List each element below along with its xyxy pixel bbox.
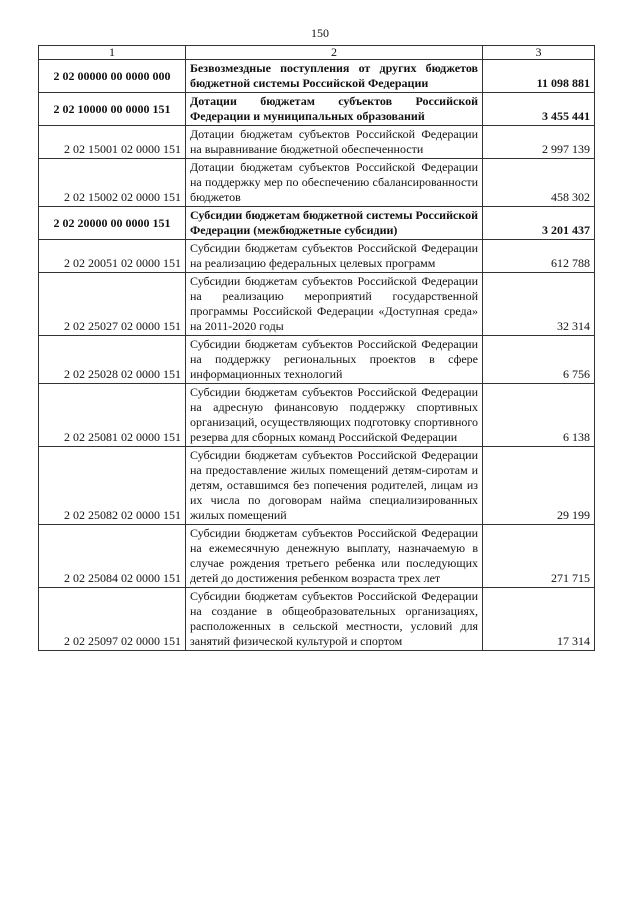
amount-cell: 6 138 bbox=[483, 384, 595, 447]
amount-cell: 29 199 bbox=[483, 447, 595, 525]
amount-cell: 11 098 881 bbox=[483, 60, 595, 93]
table-row bbox=[39, 447, 595, 525]
table-row bbox=[39, 93, 595, 126]
table-header-row bbox=[39, 46, 595, 60]
amount-cell: 3 201 437 bbox=[483, 207, 595, 240]
amount-cell: 612 788 bbox=[483, 240, 595, 273]
amount-cell: 32 314 bbox=[483, 273, 595, 336]
revenue-name-cell: Дотации бюджетам субъектов Российской Федерации и муниципальных образований bbox=[186, 93, 483, 126]
amount-cell: 17 314 bbox=[483, 588, 595, 651]
amount-cell: 6 756 bbox=[483, 336, 595, 384]
table-row bbox=[39, 525, 595, 588]
table-row bbox=[39, 159, 595, 207]
table-row bbox=[39, 588, 595, 651]
revenue-name-cell: Безвозмездные поступления от других бюджетов бюджетной системы Российской Федерации bbox=[186, 60, 483, 93]
budget-code-cell: 2 02 15002 02 0000 151 bbox=[39, 159, 186, 207]
table-row bbox=[39, 384, 595, 447]
amount-cell: 458 302 bbox=[483, 159, 595, 207]
budget-code-cell: 2 02 10000 00 0000 151 bbox=[39, 93, 186, 126]
column-header-name: 2 bbox=[186, 46, 483, 60]
table-body bbox=[39, 60, 595, 651]
revenue-name-cell: Субсидии бюджетам бюджетной системы Российской Федерации (межбюджетные субсидии) bbox=[186, 207, 483, 240]
budget-code-cell: 2 02 20051 02 0000 151 bbox=[39, 240, 186, 273]
budget-code-cell: 2 02 20000 00 0000 151 bbox=[39, 207, 186, 240]
budget-code-cell: 2 02 25027 02 0000 151 bbox=[39, 273, 186, 336]
revenue-name-cell: Субсидии бюджетам субъектов Российской Федерации на реализацию федеральных целевых программ bbox=[186, 240, 483, 273]
revenue-name-cell: Дотации бюджетам субъектов Российской Федерации на поддержку мер по обеспечению сбалансированности бюджетов bbox=[186, 159, 483, 207]
table-row bbox=[39, 207, 595, 240]
budget-code-cell: 2 02 25084 02 0000 151 bbox=[39, 525, 186, 588]
table-row bbox=[39, 336, 595, 384]
budget-code-cell: 2 02 25081 02 0000 151 bbox=[39, 384, 186, 447]
table-row bbox=[39, 240, 595, 273]
budget-code-cell: 2 02 25097 02 0000 151 bbox=[39, 588, 186, 651]
revenue-name-cell: Субсидии бюджетам субъектов Российской Федерации на предоставление жилых помещений детям-сиротам и детям, оставшимся без попечения родителей, лицам из их числа по договорам найма специализированных жилых помещений bbox=[186, 447, 483, 525]
budget-code-cell: 2 02 25028 02 0000 151 bbox=[39, 336, 186, 384]
revenue-name-cell: Субсидии бюджетам субъектов Российской Федерации на ежемесячную денежную выплату, назначаемую в случае рождения третьего ребенка или последующих детей до достижения ребенком возраста трех лет bbox=[186, 525, 483, 588]
revenue-name-cell: Субсидии бюджетам субъектов Российской Федерации на создание в общеобразовательных организациях, расположенных в сельской местности, условий для занятий физической культурой и спортом bbox=[186, 588, 483, 651]
table-row bbox=[39, 273, 595, 336]
column-header-amount: 3 bbox=[483, 46, 595, 60]
table-row bbox=[39, 126, 595, 159]
revenue-name-cell: Субсидии бюджетам субъектов Российской Федерации на поддержку региональных проектов в сфере информационных технологий bbox=[186, 336, 483, 384]
table-row bbox=[39, 60, 595, 93]
budget-code-cell: 2 02 00000 00 0000 000 bbox=[39, 60, 186, 93]
column-header-code: 1 bbox=[39, 46, 186, 60]
page-number: 150 bbox=[311, 26, 329, 40]
revenue-name-cell: Субсидии бюджетам субъектов Российской Федерации на реализацию мероприятий государственной программы Российской Федерации «Доступная среда» на 2011-2020 годы bbox=[186, 273, 483, 336]
budget-revenue-table bbox=[38, 45, 595, 651]
amount-cell: 271 715 bbox=[483, 525, 595, 588]
amount-cell: 3 455 441 bbox=[483, 93, 595, 126]
budget-code-cell: 2 02 15001 02 0000 151 bbox=[39, 126, 186, 159]
revenue-name-cell: Субсидии бюджетам субъектов Российской Федерации на адресную финансовую поддержку спортивных организаций, осуществляющих подготовку спортивного резерва для сборных команд Российской Федерации bbox=[186, 384, 483, 447]
amount-cell: 2 997 139 bbox=[483, 126, 595, 159]
budget-code-cell: 2 02 25082 02 0000 151 bbox=[39, 447, 186, 525]
revenue-name-cell: Дотации бюджетам субъектов Российской Федерации на выравнивание бюджетной обеспеченности bbox=[186, 126, 483, 159]
